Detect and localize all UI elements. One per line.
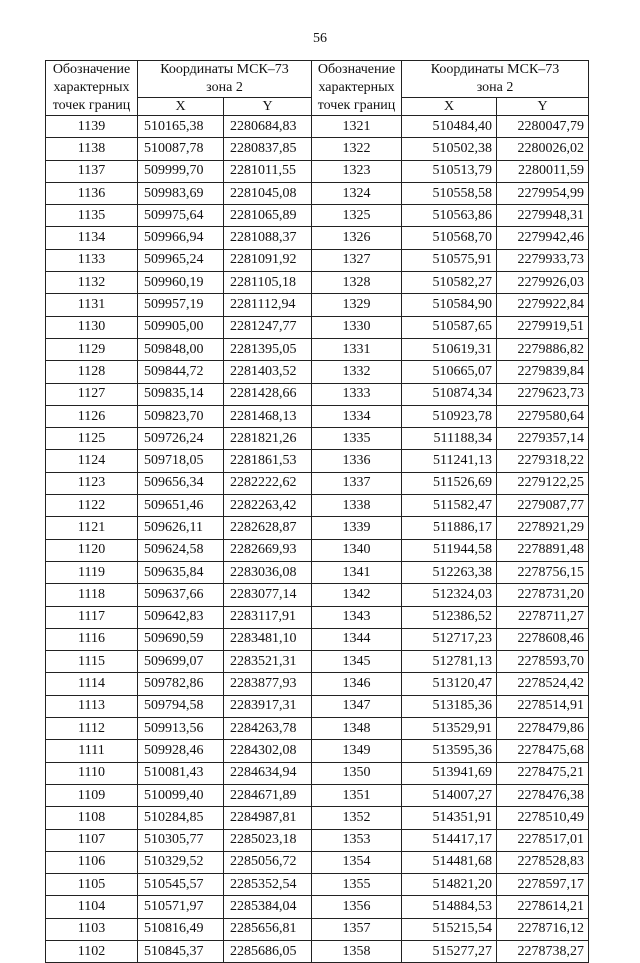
point-number-right: 1339 [312,517,402,539]
x-coordinate-left: 509960,19 [138,272,224,294]
table-row [46,762,589,784]
y-coordinate-right: 2279623,73 [497,383,589,405]
table-row [46,606,589,628]
point-number-right: 1350 [312,762,402,784]
y-coordinate-right: 2279919,51 [497,316,589,338]
y-coordinate-right: 2279926,03 [497,272,589,294]
table-row [46,874,589,896]
point-number-left: 1133 [46,249,138,271]
y-coordinate-right: 2278510,49 [497,807,589,829]
point-number-left: 1131 [46,294,138,316]
x-coordinate-right: 512781,13 [402,651,497,673]
x-coordinate-right: 510575,91 [402,249,497,271]
y-coordinate-left: 2284302,08 [224,740,312,762]
point-number-right: 1344 [312,628,402,650]
point-number-right: 1338 [312,495,402,517]
point-number-right: 1355 [312,874,402,896]
point-number-right: 1329 [312,294,402,316]
header-designation-line2: характерных [53,80,130,95]
y-coordinate-right: 2279942,46 [497,227,589,249]
y-coordinate-right: 2278528,83 [497,851,589,873]
y-coordinate-right: 2278738,27 [497,940,589,962]
y-coordinate-right: 2280047,79 [497,116,589,138]
header-coords-title: Координаты МСК–73 [430,62,560,77]
y-coordinate-left: 2280684,83 [224,116,312,138]
point-number-right: 1333 [312,383,402,405]
y-coordinate-right: 2280026,02 [497,138,589,160]
header-designation-line1: Обозначение [52,62,131,77]
point-number-right: 1346 [312,673,402,695]
point-number-left: 1130 [46,316,138,338]
point-number-left: 1138 [46,138,138,160]
y-coordinate-right: 2278716,12 [497,918,589,940]
y-coordinate-left: 2285352,54 [224,874,312,896]
table-row [46,272,589,294]
y-coordinate-right: 2278476,38 [497,784,589,806]
point-number-right: 1328 [312,272,402,294]
x-coordinate-left: 510305,77 [138,829,224,851]
y-coordinate-left: 2284987,81 [224,807,312,829]
point-number-right: 1324 [312,182,402,204]
x-coordinate-left: 510329,52 [138,851,224,873]
x-coordinate-left: 509637,66 [138,584,224,606]
y-coordinate-right: 2279933,73 [497,249,589,271]
header-x-left: X [138,98,224,116]
x-coordinate-right: 510513,79 [402,160,497,182]
x-coordinate-left: 509823,70 [138,405,224,427]
point-number-left: 1134 [46,227,138,249]
y-coordinate-left: 2281395,05 [224,338,312,360]
point-number-left: 1107 [46,829,138,851]
x-coordinate-right: 510563,86 [402,205,497,227]
x-coordinate-left: 510845,37 [138,940,224,962]
point-number-right: 1345 [312,651,402,673]
header-y-right: Y [497,98,589,116]
y-coordinate-left: 2282222,62 [224,472,312,494]
table-row [46,740,589,762]
table-row [46,450,589,472]
point-number-left: 1115 [46,651,138,673]
table-row [46,584,589,606]
y-coordinate-left: 2285023,18 [224,829,312,851]
point-number-right: 1331 [312,338,402,360]
x-coordinate-left: 509656,34 [138,472,224,494]
point-number-right: 1343 [312,606,402,628]
point-number-left: 1125 [46,428,138,450]
x-coordinate-right: 510874,34 [402,383,497,405]
y-coordinate-left: 2284263,78 [224,718,312,740]
x-coordinate-left: 509983,69 [138,182,224,204]
x-coordinate-left: 509975,64 [138,205,224,227]
x-coordinate-left: 510099,40 [138,784,224,806]
y-coordinate-left: 2281861,53 [224,450,312,472]
y-coordinate-right: 2278608,46 [497,628,589,650]
point-number-right: 1356 [312,896,402,918]
x-coordinate-right: 513595,36 [402,740,497,762]
header-point-designation-left [46,61,138,116]
table-row [46,383,589,405]
point-number-left: 1128 [46,361,138,383]
y-coordinate-right: 2279580,64 [497,405,589,427]
y-coordinate-right: 2280011,59 [497,160,589,182]
page-number: 56 [313,31,327,46]
table-row [46,695,589,717]
x-coordinate-left: 509905,00 [138,316,224,338]
y-coordinate-right: 2279122,25 [497,472,589,494]
point-number-left: 1135 [46,205,138,227]
point-number-left: 1127 [46,383,138,405]
point-number-left: 1136 [46,182,138,204]
x-coordinate-right: 514351,91 [402,807,497,829]
x-coordinate-right: 514884,53 [402,896,497,918]
header-designation-line3: точек границ [52,98,131,113]
x-coordinate-left: 510081,43 [138,762,224,784]
table-row [46,472,589,494]
x-coordinate-right: 510619,31 [402,338,497,360]
x-coordinate-right: 513120,47 [402,673,497,695]
x-coordinate-right: 510558,58 [402,182,497,204]
table-row [46,182,589,204]
table-row [46,918,589,940]
x-coordinate-left: 510284,85 [138,807,224,829]
header-coords-right [402,61,589,98]
point-number-left: 1110 [46,762,138,784]
point-number-left: 1113 [46,695,138,717]
x-coordinate-right: 510587,65 [402,316,497,338]
point-number-right: 1352 [312,807,402,829]
point-number-right: 1323 [312,160,402,182]
point-number-left: 1121 [46,517,138,539]
y-coordinate-left: 2281065,89 [224,205,312,227]
point-number-right: 1358 [312,940,402,962]
y-coordinate-right: 2278475,21 [497,762,589,784]
y-coordinate-left: 2283481,10 [224,628,312,650]
y-coordinate-left: 2283917,31 [224,695,312,717]
table-row [46,718,589,740]
x-coordinate-left: 509699,07 [138,651,224,673]
x-coordinate-left: 509626,11 [138,517,224,539]
x-coordinate-left: 510087,78 [138,138,224,160]
x-coordinate-left: 510545,57 [138,874,224,896]
point-number-left: 1139 [46,116,138,138]
point-number-left: 1118 [46,584,138,606]
x-coordinate-left: 509966,94 [138,227,224,249]
table-row [46,160,589,182]
x-coordinate-right: 515215,54 [402,918,497,940]
point-number-right: 1342 [312,584,402,606]
y-coordinate-right: 2278593,70 [497,651,589,673]
x-coordinate-right: 514417,17 [402,829,497,851]
point-number-right: 1337 [312,472,402,494]
x-coordinate-left: 509635,84 [138,561,224,583]
y-coordinate-right: 2279357,14 [497,428,589,450]
x-coordinate-right: 510502,38 [402,138,497,160]
x-coordinate-right: 511886,17 [402,517,497,539]
y-coordinate-left: 2281045,08 [224,182,312,204]
y-coordinate-left: 2281428,66 [224,383,312,405]
x-coordinate-left: 509624,58 [138,539,224,561]
x-coordinate-right: 513185,36 [402,695,497,717]
table-row [46,628,589,650]
y-coordinate-right: 2279087,77 [497,495,589,517]
point-number-right: 1357 [312,918,402,940]
point-number-left: 1129 [46,338,138,360]
point-number-right: 1330 [312,316,402,338]
point-number-right: 1326 [312,227,402,249]
y-coordinate-right: 2278475,68 [497,740,589,762]
x-coordinate-right: 515277,27 [402,940,497,962]
x-coordinate-right: 510584,90 [402,294,497,316]
table-row [46,539,589,561]
x-coordinate-left: 509957,19 [138,294,224,316]
y-coordinate-right: 2279318,22 [497,450,589,472]
header-designation-line3: точек границ [317,98,396,113]
x-coordinate-left: 509690,59 [138,628,224,650]
point-number-left: 1105 [46,874,138,896]
point-number-left: 1102 [46,940,138,962]
table-row [46,116,589,138]
x-coordinate-right: 513941,69 [402,762,497,784]
table-row [46,338,589,360]
point-number-right: 1341 [312,561,402,583]
x-coordinate-right: 510484,40 [402,116,497,138]
x-coordinate-left: 509794,58 [138,695,224,717]
point-number-right: 1348 [312,718,402,740]
header-coords-zone: зона 2 [476,80,514,95]
table-row [46,651,589,673]
x-coordinate-left: 510165,38 [138,116,224,138]
coordinates-table [45,60,589,963]
table-row [46,227,589,249]
y-coordinate-left: 2284634,94 [224,762,312,784]
y-coordinate-right: 2279954,99 [497,182,589,204]
x-coordinate-left: 510571,97 [138,896,224,918]
y-coordinate-left: 2283521,31 [224,651,312,673]
y-coordinate-right: 2279839,84 [497,361,589,383]
table-row [46,829,589,851]
x-coordinate-left: 509782,86 [138,673,224,695]
table-row [46,673,589,695]
point-number-left: 1120 [46,539,138,561]
y-coordinate-left: 2285656,81 [224,918,312,940]
x-coordinate-left: 509718,05 [138,450,224,472]
header-point-designation-right [312,61,402,116]
x-coordinate-right: 514007,27 [402,784,497,806]
table-body [46,116,589,963]
table-row [46,851,589,873]
y-coordinate-left: 2281247,77 [224,316,312,338]
point-number-right: 1347 [312,695,402,717]
table-row [46,807,589,829]
x-coordinate-left: 510816,49 [138,918,224,940]
table-row [46,405,589,427]
y-coordinate-left: 2281112,94 [224,294,312,316]
y-coordinate-right: 2278731,20 [497,584,589,606]
point-number-right: 1322 [312,138,402,160]
point-number-right: 1335 [312,428,402,450]
y-coordinate-left: 2281091,92 [224,249,312,271]
x-coordinate-right: 514481,68 [402,851,497,873]
table-row [46,205,589,227]
y-coordinate-left: 2284671,89 [224,784,312,806]
y-coordinate-left: 2282628,87 [224,517,312,539]
table-row [46,249,589,271]
y-coordinate-right: 2278921,29 [497,517,589,539]
point-number-right: 1325 [312,205,402,227]
point-number-right: 1354 [312,851,402,873]
x-coordinate-right: 510923,78 [402,405,497,427]
header-x-right: X [402,98,497,116]
point-number-left: 1117 [46,606,138,628]
header-designation-line1: Обозначение [317,62,396,77]
header-coords-title: Координаты МСК–73 [160,62,289,77]
table-row [46,561,589,583]
x-coordinate-right: 514821,20 [402,874,497,896]
point-number-left: 1112 [46,718,138,740]
point-number-left: 1126 [46,405,138,427]
y-coordinate-left: 2285056,72 [224,851,312,873]
header-y-left: Y [224,98,312,116]
point-number-right: 1334 [312,405,402,427]
point-number-right: 1327 [312,249,402,271]
point-number-left: 1111 [46,740,138,762]
table-row [46,896,589,918]
y-coordinate-left: 2282263,42 [224,495,312,517]
table-row [46,495,589,517]
table-row [46,361,589,383]
table-row [46,138,589,160]
y-coordinate-right: 2279948,31 [497,205,589,227]
x-coordinate-left: 509965,24 [138,249,224,271]
table-header [46,61,589,116]
x-coordinate-right: 512386,52 [402,606,497,628]
point-number-right: 1340 [312,539,402,561]
header-coords-zone: зона 2 [206,80,243,95]
y-coordinate-left: 2282669,93 [224,539,312,561]
y-coordinate-right: 2279922,84 [497,294,589,316]
y-coordinate-left: 2285384,04 [224,896,312,918]
x-coordinate-left: 509726,24 [138,428,224,450]
point-number-right: 1351 [312,784,402,806]
y-coordinate-left: 2281088,37 [224,227,312,249]
y-coordinate-right: 2278891,48 [497,539,589,561]
table-row [46,517,589,539]
y-coordinate-left: 2283117,91 [224,606,312,628]
y-coordinate-right: 2279886,82 [497,338,589,360]
table-row [46,316,589,338]
x-coordinate-left: 509642,83 [138,606,224,628]
point-number-left: 1108 [46,807,138,829]
point-number-left: 1124 [46,450,138,472]
point-number-left: 1104 [46,896,138,918]
y-coordinate-left: 2281011,55 [224,160,312,182]
point-number-left: 1137 [46,160,138,182]
header-designation-line2: характерных [318,80,395,95]
point-number-left: 1114 [46,673,138,695]
y-coordinate-left: 2283077,14 [224,584,312,606]
point-number-left: 1106 [46,851,138,873]
x-coordinate-left: 509999,70 [138,160,224,182]
table-row [46,428,589,450]
point-number-left: 1123 [46,472,138,494]
point-number-right: 1336 [312,450,402,472]
y-coordinate-left: 2283877,93 [224,673,312,695]
x-coordinate-left: 509928,46 [138,740,224,762]
y-coordinate-right: 2278479,86 [497,718,589,740]
point-number-left: 1116 [46,628,138,650]
point-number-left: 1119 [46,561,138,583]
point-number-left: 1122 [46,495,138,517]
y-coordinate-left: 2281403,52 [224,361,312,383]
x-coordinate-right: 512717,23 [402,628,497,650]
point-number-left: 1109 [46,784,138,806]
y-coordinate-right: 2278524,42 [497,673,589,695]
table-row [46,294,589,316]
point-number-left: 1103 [46,918,138,940]
x-coordinate-right: 511188,34 [402,428,497,450]
x-coordinate-left: 509651,46 [138,495,224,517]
point-number-right: 1321 [312,116,402,138]
x-coordinate-right: 511944,58 [402,539,497,561]
x-coordinate-left: 509844,72 [138,361,224,383]
point-number-right: 1349 [312,740,402,762]
x-coordinate-right: 510582,27 [402,272,497,294]
x-coordinate-left: 509913,56 [138,718,224,740]
y-coordinate-right: 2278711,27 [497,606,589,628]
x-coordinate-right: 512324,03 [402,584,497,606]
y-coordinate-right: 2278514,91 [497,695,589,717]
table-row [46,940,589,962]
point-number-right: 1353 [312,829,402,851]
y-coordinate-left: 2285686,05 [224,940,312,962]
x-coordinate-right: 511582,47 [402,495,497,517]
y-coordinate-left: 2281105,18 [224,272,312,294]
y-coordinate-right: 2278517,01 [497,829,589,851]
header-coords-left [138,61,312,98]
x-coordinate-right: 511526,69 [402,472,497,494]
table-row [46,784,589,806]
x-coordinate-right: 511241,13 [402,450,497,472]
y-coordinate-right: 2278756,15 [497,561,589,583]
y-coordinate-right: 2278597,17 [497,874,589,896]
y-coordinate-left: 2283036,08 [224,561,312,583]
x-coordinate-right: 510665,07 [402,361,497,383]
point-number-right: 1332 [312,361,402,383]
x-coordinate-left: 509848,00 [138,338,224,360]
y-coordinate-left: 2280837,85 [224,138,312,160]
y-coordinate-left: 2281821,26 [224,428,312,450]
y-coordinate-left: 2281468,13 [224,405,312,427]
x-coordinate-right: 512263,38 [402,561,497,583]
point-number-left: 1132 [46,272,138,294]
x-coordinate-left: 509835,14 [138,383,224,405]
y-coordinate-right: 2278614,21 [497,896,589,918]
x-coordinate-right: 510568,70 [402,227,497,249]
x-coordinate-right: 513529,91 [402,718,497,740]
